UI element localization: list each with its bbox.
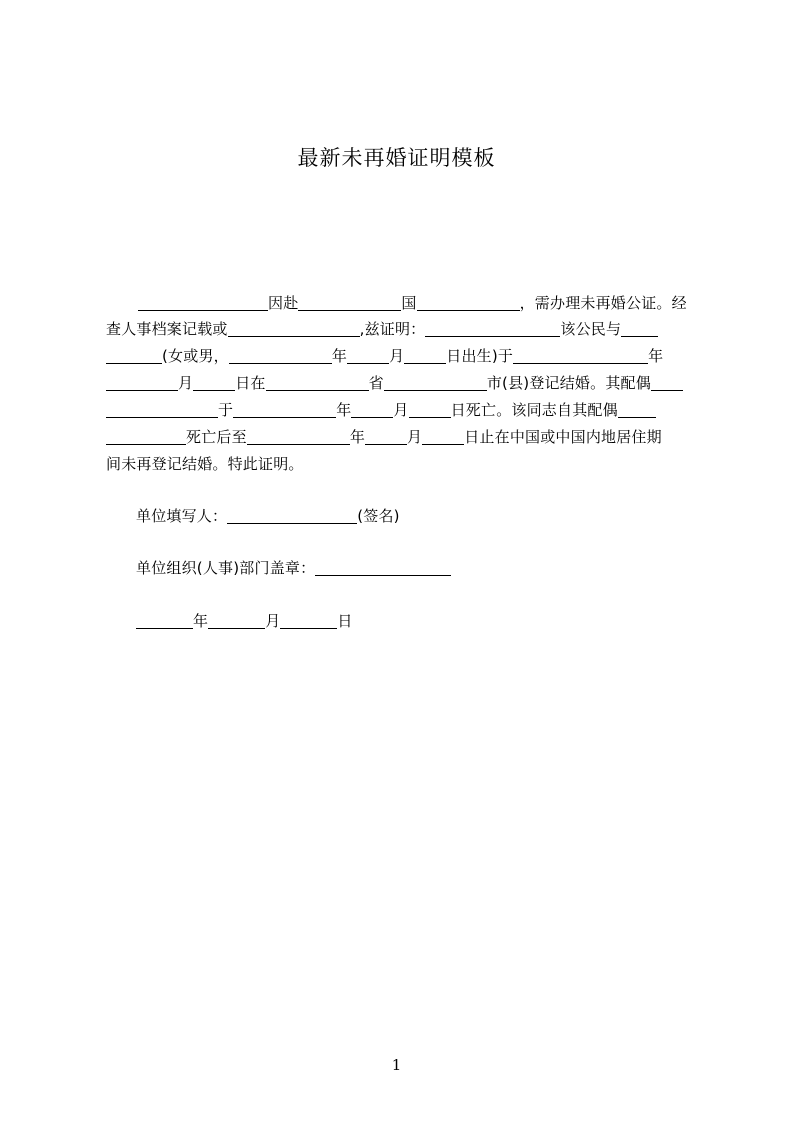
blank-province[interactable]	[266, 375, 369, 391]
signature-line	[136, 505, 400, 526]
blank-birth-year[interactable]	[229, 348, 332, 364]
text: 月	[407, 428, 423, 446]
text: 查人事档案记载或	[106, 320, 228, 338]
paragraph-line-5	[106, 399, 656, 420]
blank-seal[interactable]	[315, 560, 451, 576]
text: 省	[368, 374, 384, 392]
blank-marriage-day[interactable]	[193, 375, 235, 391]
blank-deceased-cont[interactable]	[106, 402, 218, 418]
text: 国	[401, 294, 417, 312]
text: 市(县)登记结婚。其配偶	[486, 374, 651, 392]
blank-month[interactable]	[208, 613, 265, 629]
signature-suffix: (签名)	[357, 507, 400, 525]
text: (女或男，	[162, 347, 229, 365]
paragraph-line-3	[106, 345, 663, 366]
blank-country[interactable]	[417, 295, 520, 311]
blank-city[interactable]	[384, 375, 487, 391]
text: 月	[178, 374, 194, 392]
blank-spouse[interactable]	[621, 321, 658, 337]
blank-year[interactable]	[136, 613, 193, 629]
text: ,	[359, 320, 365, 338]
date-day-label: 日	[337, 612, 353, 630]
text: 年	[331, 347, 348, 365]
blank-spouse-cont[interactable]	[106, 348, 162, 364]
text: 年	[648, 347, 664, 365]
paragraph-line-7	[106, 453, 304, 474]
paragraph-line-4	[106, 372, 683, 393]
blank-birth-month[interactable]	[347, 348, 389, 364]
blank-signer[interactable]	[227, 508, 357, 524]
blank-citizen[interactable]	[425, 321, 560, 337]
signer-label: 单位填写人：	[136, 507, 228, 525]
blank-death-year[interactable]	[233, 402, 336, 418]
text: 因赴	[268, 294, 299, 312]
paragraph-line-6	[106, 426, 662, 447]
text: 日止在中国或中国内地居住期	[464, 428, 662, 446]
blank-marriage-year[interactable]	[513, 348, 648, 364]
blank-day[interactable]	[280, 613, 337, 629]
text: 月	[389, 347, 405, 365]
text: 兹证明：	[364, 320, 426, 338]
text: 于	[218, 401, 234, 419]
text: 月	[393, 401, 409, 419]
text: 年	[336, 401, 352, 419]
text: 日死亡。该同志自其配偶	[450, 401, 618, 419]
date-year-label: 年	[193, 612, 209, 630]
text: ，需办理未再婚公证。经	[519, 294, 687, 312]
blank-death-month[interactable]	[351, 402, 393, 418]
date-line	[136, 610, 353, 631]
blank-spouse-2[interactable]	[618, 402, 656, 418]
blank-record[interactable]	[228, 321, 360, 337]
text: 年	[349, 428, 366, 446]
blank-destination[interactable]	[298, 295, 401, 311]
text: 死亡后至	[186, 428, 247, 446]
date-month-label: 月	[265, 612, 281, 630]
text: 日在	[235, 374, 266, 392]
paragraph-line-1	[106, 292, 687, 313]
text: 间未再登记结婚。特此证明。	[106, 455, 304, 473]
text: 该公民与	[560, 320, 622, 338]
blank-name[interactable]	[138, 295, 268, 311]
blank-until-year[interactable]	[247, 429, 350, 445]
blank-birth-day[interactable]	[404, 348, 446, 364]
blank-until-day[interactable]	[422, 429, 464, 445]
blank-marriage-month[interactable]	[106, 375, 178, 391]
paragraph-line-2	[106, 318, 658, 339]
document-title: 最新未再婚证明模板	[297, 146, 496, 170]
blank-death-day[interactable]	[409, 402, 451, 418]
seal-line	[136, 557, 451, 578]
blank-deceased[interactable]	[651, 375, 683, 391]
blank-spouse-2-cont[interactable]	[106, 429, 186, 445]
page-number: 1	[391, 1056, 402, 1074]
text: 日出生)于	[446, 347, 514, 365]
seal-label: 单位组织(人事)部门盖章：	[136, 559, 316, 577]
blank-until-month[interactable]	[365, 429, 407, 445]
